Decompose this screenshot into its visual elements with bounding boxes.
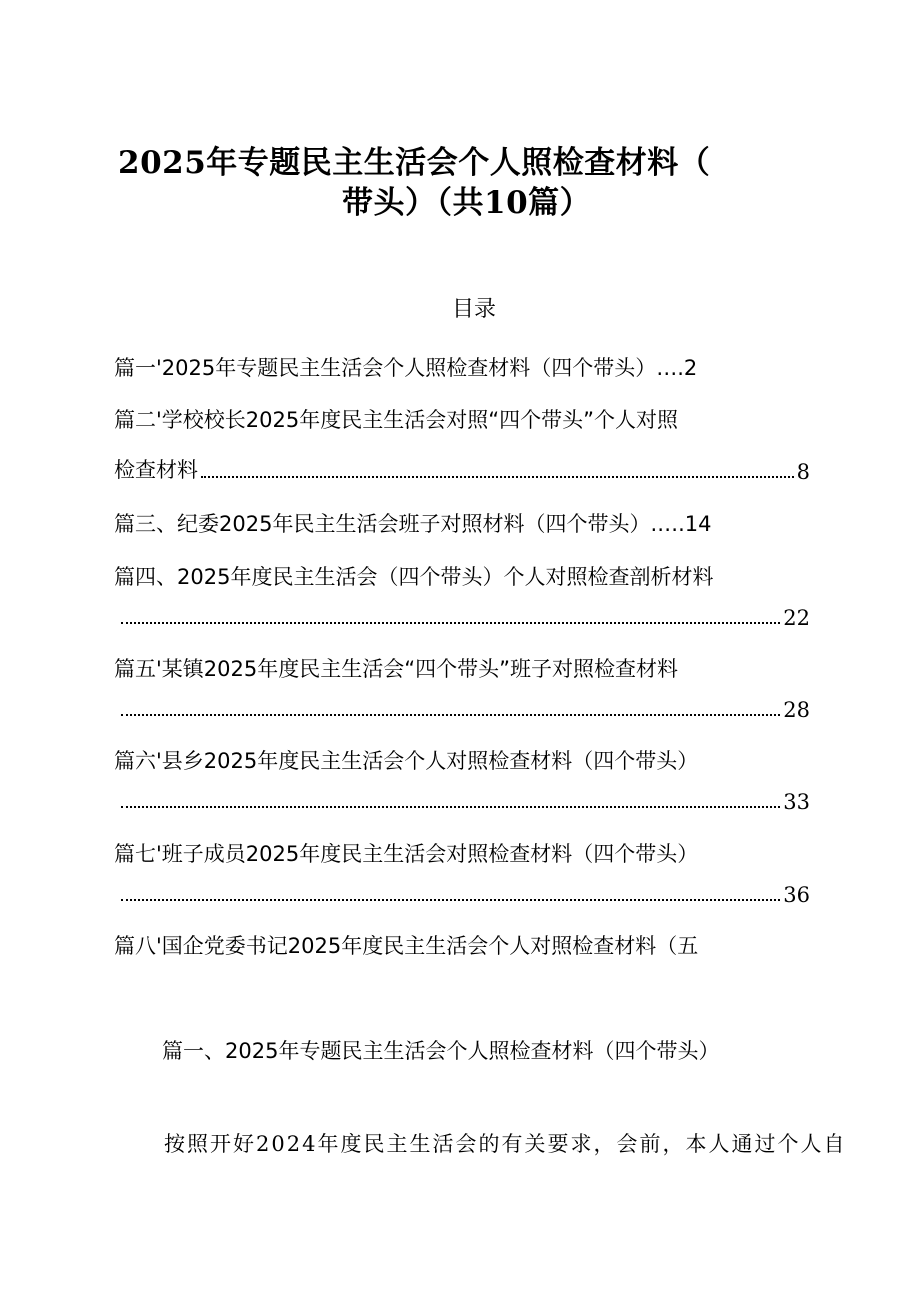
toc-entry-1[interactable]: 篇一'2025年专题民主生活会个人照检查材料（四个带头）….2 xyxy=(114,356,698,380)
toc-entry-7-page: 36 xyxy=(783,883,810,907)
body-paragraph: 按照开好2024年度民主生活会的有关要求，会前，本人通过个人自 xyxy=(164,1132,847,1156)
document-title-line-2: 带头）（共10篇） xyxy=(342,185,592,221)
toc-entry-4-page: 22 xyxy=(783,606,810,630)
toc-entry-2-page: 8 xyxy=(796,460,810,484)
toc-entry-6-page: 33 xyxy=(783,790,810,814)
toc-entry-2-continuation: 检查材料 xyxy=(114,458,198,482)
toc-entry-8[interactable]: 篇八'国企党委书记2025年度民主生活会个人对照检查材料（五 xyxy=(114,934,699,958)
toc-entry-6-leader[interactable] xyxy=(118,790,810,814)
document-title-line-1: 2025年专题民主生活会个人照检查材料（ xyxy=(118,145,711,181)
toc-entry-3[interactable]: 篇三、纪委2025年民主生活会班子对照材料（四个带头）.….14 xyxy=(114,512,712,536)
toc-entry-4[interactable]: 篇四、2025年度民主生活会（四个带头）个人对照检查剖析材料 xyxy=(114,565,714,589)
toc-entry-2[interactable]: 篇二'学校校长2025年度民主生活会对照“四个带头”个人对照 xyxy=(114,408,678,432)
toc-entry-7[interactable]: 篇七'班子成员2025年度民主生活会对照检查材料（四个带头） xyxy=(114,842,699,866)
toc-heading: 目录 xyxy=(452,297,497,322)
section-heading: 篇一、2025年专题民主生活会个人照检查材料（四个带头） xyxy=(162,1039,720,1063)
toc-entry-4-leader[interactable] xyxy=(118,606,810,630)
toc-entry-2-leader[interactable] xyxy=(114,454,810,484)
toc-entry-5[interactable]: 篇五'某镇2025年度民主生活会“四个带头”班子对照检查材料 xyxy=(114,657,678,681)
dot-leader xyxy=(121,898,780,901)
toc-entry-7-leader[interactable] xyxy=(118,883,810,907)
dot-leader xyxy=(121,621,780,624)
dot-leader xyxy=(121,805,780,808)
toc-entry-5-leader[interactable] xyxy=(118,698,810,722)
toc-entry-5-page: 28 xyxy=(783,698,810,722)
dot-leader xyxy=(121,713,780,716)
toc-entry-6[interactable]: 篇六'县乡2025年度民主生活会个人对照检查材料（四个带头） xyxy=(114,749,699,773)
dot-leader xyxy=(201,475,794,478)
